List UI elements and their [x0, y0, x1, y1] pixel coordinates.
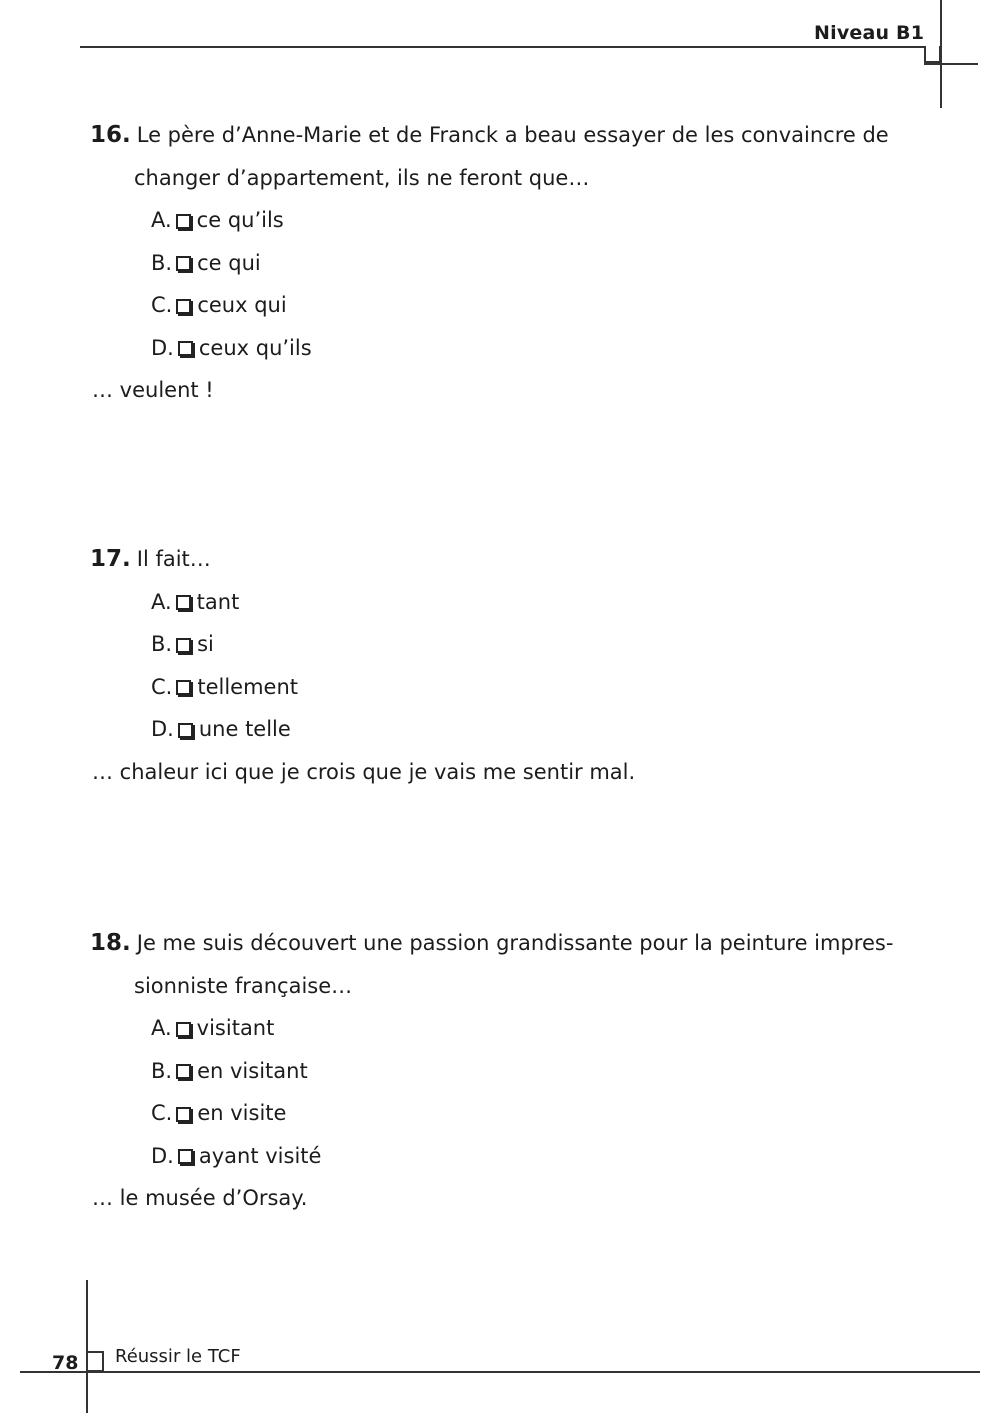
- header-tick-line: [924, 63, 978, 65]
- question-18: [90, 922, 893, 1220]
- question-number: 16.: [90, 122, 131, 148]
- checkbox-icon[interactable]: [176, 1107, 191, 1122]
- level-label: Niveau B1: [814, 22, 925, 44]
- question-text-line1: Le père d’Anne-Marie et de Franck a beau essayer de les convaincre de: [136, 123, 889, 147]
- option-c[interactable]: C. en visite: [151, 1101, 287, 1125]
- footer-corner-line: [86, 1280, 88, 1413]
- question-number: 17.: [90, 546, 131, 572]
- page-number: 78: [52, 1352, 79, 1374]
- question-stem: [90, 538, 635, 581]
- question-17: [90, 538, 635, 793]
- checkbox-icon[interactable]: [178, 1149, 193, 1164]
- question-text-line2: changer d’appartement, ils ne feront que…: [134, 165, 590, 190]
- question-stem: [90, 922, 893, 965]
- question-16: [90, 114, 889, 412]
- option-a[interactable]: A. ce qu’ils: [151, 208, 284, 232]
- footer-corner-box: [86, 1351, 104, 1372]
- option-d[interactable]: D. ceux qu’ils: [151, 335, 312, 360]
- question-continuation: … le musée d’Orsay.: [92, 1186, 308, 1210]
- header-corner-box: [924, 46, 941, 63]
- question-number: 18.: [90, 930, 131, 956]
- option-b[interactable]: B. ce qui: [151, 250, 261, 275]
- checkbox-icon[interactable]: [176, 595, 191, 610]
- option-d[interactable]: D. ayant visité: [151, 1143, 322, 1168]
- checkbox-icon[interactable]: [176, 638, 191, 653]
- checkbox-icon[interactable]: [176, 256, 191, 271]
- checkbox-icon[interactable]: [176, 214, 191, 229]
- question-continuation: … veulent !: [92, 378, 214, 402]
- question-text-line1: Je me suis découvert une passion grandissante pour la peinture impres-: [136, 931, 894, 955]
- question-text-line1: Il fait…: [136, 547, 211, 571]
- question-text-line2: sionniste française…: [134, 973, 353, 998]
- checkbox-icon[interactable]: [176, 1022, 191, 1037]
- checkbox-icon[interactable]: [178, 341, 193, 356]
- question-continuation: … chaleur ici que je crois que je vais me sentir mal.: [92, 759, 636, 784]
- checkbox-icon[interactable]: [176, 680, 191, 695]
- option-c[interactable]: C. tellement: [151, 674, 299, 699]
- option-d[interactable]: D. une telle: [151, 717, 291, 741]
- footer-rule: [20, 1371, 980, 1373]
- checkbox-icon[interactable]: [176, 299, 191, 314]
- book-title: Réussir le TCF: [115, 1346, 241, 1367]
- checkbox-icon[interactable]: [176, 1064, 191, 1079]
- question-stem: [90, 114, 889, 157]
- header-rule: [80, 46, 925, 48]
- option-a[interactable]: A. tant: [151, 589, 240, 614]
- option-c[interactable]: C. ceux qui: [151, 293, 287, 317]
- option-b[interactable]: B. si: [151, 632, 214, 656]
- checkbox-icon[interactable]: [178, 723, 193, 738]
- option-a[interactable]: A. visitant: [151, 1016, 275, 1040]
- option-b[interactable]: B. en visitant: [151, 1058, 308, 1083]
